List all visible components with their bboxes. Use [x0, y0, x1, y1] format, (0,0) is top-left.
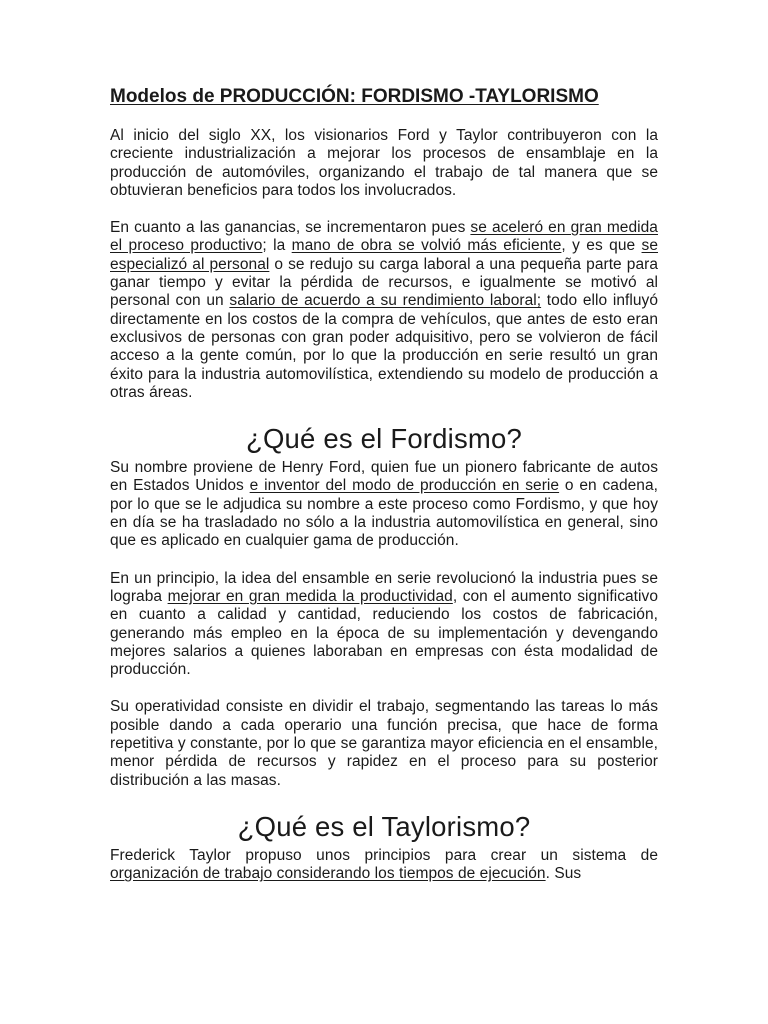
taylorismo-p1-underlined: organización de trabajo considerando los tiempos de ejecución	[110, 865, 546, 883]
fordismo-heading: ¿Qué es el Fordismo?	[245, 423, 523, 455]
fordismo-paragraph-1	[110, 459, 658, 550]
earnings-text-1: En cuanto a las ganancias, se incrementaron pues	[110, 219, 471, 237]
taylorismo-paragraph-1	[110, 847, 658, 884]
earnings-underlined-1: se aceleró en gran medida el proceso productivo	[110, 219, 658, 255]
earnings-text-5: todo ello influyó directamente en los costos de la compra de vehículos, que antes de esto eran exclusivos de personas con gran poder adquisitivo, pero se volvieron de fácil acceso a la gente común, por lo que la producción en serie resultó un gran éxito para la industria automovilística, extendiendo su modelo de producción a otras áreas.	[110, 292, 658, 401]
fordismo-paragraph-3	[110, 698, 658, 789]
earnings-text-2: ; la	[262, 237, 292, 255]
intro-text: Al inicio del siglo XX, los visionarios Ford y Taylor contribuyeron con la creciente industrialización a mejorar los procesos de ensamblaje en la producción de automóviles, organizando el trabajo de tal manera que se obtuvieran beneficios para todos los involucrados.	[110, 127, 658, 199]
fordismo-p1-underlined: e inventor del modo de producción en serie	[249, 477, 560, 495]
fordismo-paragraph-2	[110, 570, 658, 680]
fordismo-p1-text-2: o en cadena, por lo que se le adjudica su nombre a este proceso como Fordismo, y que hoy en día se ha trasladado no sólo a la industria automovilística en general, sino que es aplicado en cualquier gama de producción.	[110, 477, 658, 550]
taylorismo-p1-text-2: . Sus	[545, 865, 582, 883]
taylorismo-p1-text-1: Frederick Taylor propuso unos principios para crear un sistema de	[110, 846, 658, 864]
document-title: Modelos de PRODUCCIÓN: FORDISMO -TAYLORISMO	[110, 86, 599, 107]
earnings-underlined-4: salario de acuerdo a su rendimiento laboral;	[229, 292, 542, 310]
fordismo-p2-underlined: mejorar en gran medida la productividad	[167, 587, 453, 605]
earnings-text-3: , y es que	[561, 237, 642, 255]
fordismo-p2-text-2: , con el aumento significativo en cuanto a calidad y cantidad, reduciendo los costos de fabricación, generando más empleo en la época de su implementación y devengando mejores salarios a quienes laboraban en empresas con ésta modalidad de producción.	[110, 587, 658, 679]
intro-paragraph	[110, 127, 658, 200]
earnings-underlined-3: se especializó al personal	[110, 237, 659, 273]
earnings-paragraph	[110, 219, 658, 402]
earnings-text-4: o se redujo su carga laboral a una pequeña parte para ganar tiempo y evitar la pérdida de recursos, e igualmente se motivó al personal con un	[110, 255, 658, 310]
fordismo-p1-text-1: Su nombre proviene de Henry Ford, quien fue un pionero fabricante de autos en Estados Unidos	[110, 459, 658, 495]
earnings-underlined-2: mano de obra se volvió más eficiente	[291, 237, 562, 255]
taylorismo-heading: ¿Qué es el Taylorismo?	[237, 810, 531, 842]
fordismo-p2-text-1: En un principio, la idea del ensamble en serie revolucionó la industria pues se lograba	[110, 569, 658, 605]
fordismo-p3-text: Su operatividad consiste en dividir el trabajo, segmentando las tareas lo más posible dando a cada operario una función precisa, que hace de forma repetitiva y constante, por lo que se garantiza mayor eficiencia en el ensamble, menor pérdida de recursos y rapidez en el proceso para su posterior distribución a las masas.	[110, 698, 658, 789]
